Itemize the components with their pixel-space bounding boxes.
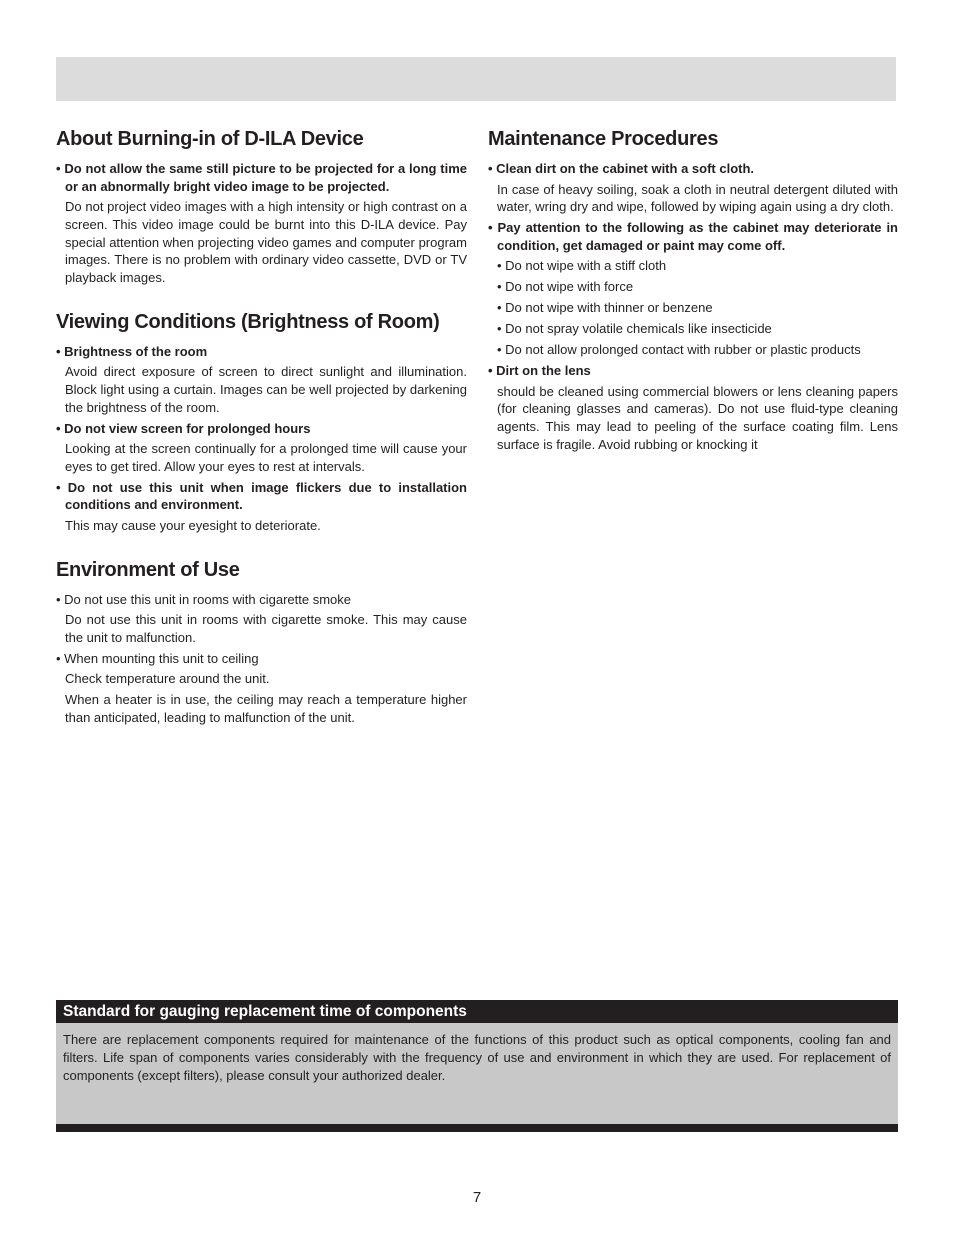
header-band [56,57,896,101]
viewing-paragraph-3: This may cause your eyesight to deteriorate. [65,517,321,533]
maintenance-section [488,126,898,454]
maintenance-sub-item: • Do not wipe with a stiff cloth [497,258,667,274]
burning-paragraph-1: Do not project video images with a high intensity or high contrast on a screen. This video image could be burnt into this D-ILA device. Pay special attention when projecting video games and computer program images. There is no problem with ordinary video cassette, DVD or TV playback images. [65,199,467,286]
maintenance-bullet-3: • Dirt on the lens [488,363,591,379]
maintenance-sub-item: • Do not allow prolonged contact with rubber or plastic products [497,342,861,358]
viewing-paragraph-2: Looking at the screen continually for a prolonged time will cause your eyes to get tired. Allow your eyes to rest at intervals. [65,441,467,475]
maintenance-sub-item: • Do not wipe with thinner or benzene [497,300,713,316]
left-column [56,126,467,749]
environment-bullet-2: • When mounting this unit to ceiling [56,650,259,666]
right-column [488,126,898,476]
maintenance-sub-item: • Do not wipe with force [497,279,634,295]
environment-bullet-1: • Do not use this unit in rooms with cigarette smoke [56,591,352,607]
maintenance-bullet-2: • Pay attention to the following as the cabinet may deteriorate in condition, get damaged or paint may come off. [488,220,898,253]
maintenance-title: Maintenance Procedures [488,128,719,150]
viewing-bullet-3: • Do not use this unit when image flickers due to installation conditions and environment. [56,479,467,513]
burning-title: About Burning-in of D-ILA Device [56,128,364,150]
viewing-title: Viewing Conditions (Brightness of Room) [56,310,440,333]
environment-section [56,557,467,727]
replacement-standard-title: Standard for gauging replacement time of components [56,1000,898,1023]
burning-section [56,126,467,287]
maintenance-paragraph-3: should be cleaned using commercial blowers or lens cleaning papers (for cleaning glasses and cameras). Do not use fluid-type cleaning agents. This may lead to peeling of the surface coating film. Lens surface is fragile. Avoid rubbing or knocking it [497,383,898,452]
page-number: 7 [472,1189,482,1206]
viewing-paragraph-1: Avoid direct exposure of screen to direct sunlight and illumination. Block light using a curtain. Images can be well projected by darkening the brightness of the room. [65,364,467,416]
burning-bullet-1: • Do not allow the same still picture to be projected for a long time or an abnormally bright video image to be projected. [56,161,467,194]
environment-paragraph-3: When a heater is in use, the ceiling may reach a temperature higher than anticipated, leading to malfunction of the unit. [65,692,467,725]
replacement-standard-text: There are replacement components required for maintenance of the functions of this product such as optical components, cooling fan and filters. Life span of components varies considerably with the frequency of use and environment in which they are used. For replacement of components (except filters), please consult your authorized dealer. [63,1032,891,1083]
maintenance-sub-item: • Do not spray volatile chemicals like insecticide [497,321,772,337]
maintenance-bullet-1: • Clean dirt on the cabinet with a soft cloth. [488,161,755,176]
viewing-section [56,309,467,535]
environment-paragraph-2: Check temperature around the unit. [65,671,270,687]
environment-paragraph-1: Do not use this unit in rooms with cigarette smoke. This may cause the unit to malfunction. [65,612,467,646]
environment-title: Environment of Use [56,558,240,581]
viewing-bullet-2: • Do not view screen for prolonged hours [56,420,311,436]
replacement-standard-box [56,1000,898,1132]
viewing-bullet-1: • Brightness of the room [56,343,208,359]
maintenance-paragraph-1: In case of heavy soiling, soak a cloth in neutral detergent diluted with water, wring dry and wipe, followed by wiping again using a dry cloth. [497,181,898,215]
